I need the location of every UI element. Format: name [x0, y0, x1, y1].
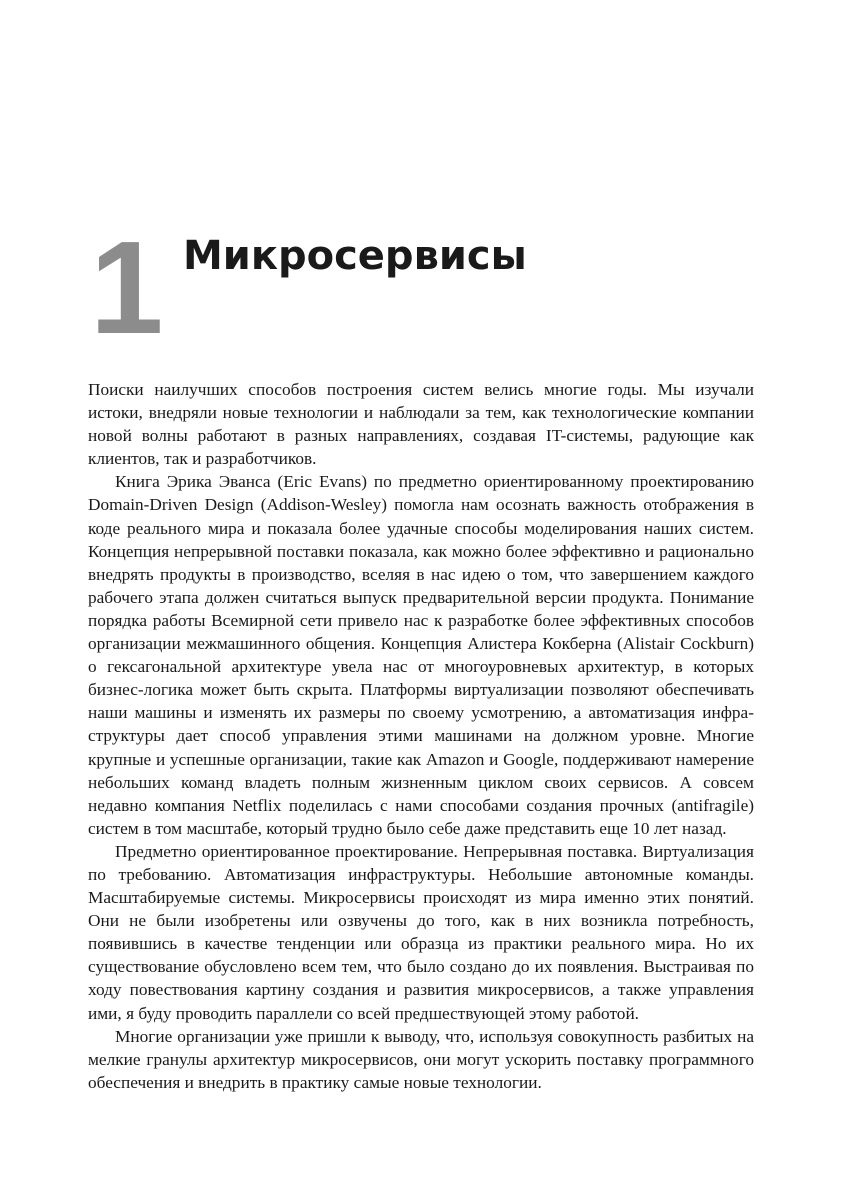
- paragraph-1: Поиски наилучших способов построения систем велись многие годы. Мы изучали истоки, внедряли новые технологии и наблюдали за тем, как технологические компании новой волны работают в разных направлениях, создавая IT-системы, радующие как клиентов, так и разработчиков.: [88, 380, 754, 469]
- paragraph-4: Многие организации уже пришли к выводу, что, используя совокупность разбитых на мелкие гранулы архитектур микросервисов, они могут ускорить поставку программного обеспечения и внедрить в практику самые новые технологии.: [88, 1026, 754, 1092]
- chapter-number: 1: [90, 214, 164, 361]
- paragraph-3: Предметно ориентированное проектирование. Непрерывная поставка. Виртуализация по требованию. Автоматизация инфраструктуры. Небольшие автономные команды. Масштабируемые системы. Микросервисы происходят из мира именно этих понятий. Они не были изобретены или озвучены до того, как в них возникла потребность, появившись в качестве тенденции или образца из практики реального мира. Но их существование обусловлено всем тем, что было создано до их появления. Выстраивая по ходу повествования картину создания и развития микросервисов, а также управления ими, я буду проводить параллели со всей предшествующей этому работой.: [88, 841, 754, 1023]
- body-text: [88, 378, 754, 1094]
- chapter-title: Микросервисы: [183, 233, 527, 279]
- paragraph-2: Книга Эрика Эванса (Eric Evans) по предметно ориентированному проектированию Domain-Driven Design (Addison-Wesley) помогла нам осознать важность отображения в коде реального мира и показала более удачные способы моделирования наших систем. Концепция непрерывной поставки показала, как можно более эффективно и рационально внедрять продукты в производство, вселяя в нас идею о том, что завершением каждого рабочего этапа должен считаться выпуск предварительной версии продукта. Понимание порядка работы Всемирной сети привело нас к разработке более эффективных способов организации межмашинного общения. Концепция Алистера Кокберна (Alistair Cockburn) о гексагональной архитектуре увела нас от многоуровневых архитектур, в которых бизнес-логика может быть скрыта. Платформы виртуализации позволяют обеспечивать наши машины и изменять их размеры по своему усмотрению, а автоматизация инфраструктуры дает способ управления этими машинами на должном уровне. Многие крупные и успешные организации, такие как Amazon и Google, поддерживают намерение небольших команд владеть полным жизненным циклом своих сервисов. А совсем недавно компания Netflix поделилась с нами способами создания прочных (antifragile) систем в том масштабе, который трудно было себе даже представить еще 10 лет назад.: [88, 472, 754, 838]
